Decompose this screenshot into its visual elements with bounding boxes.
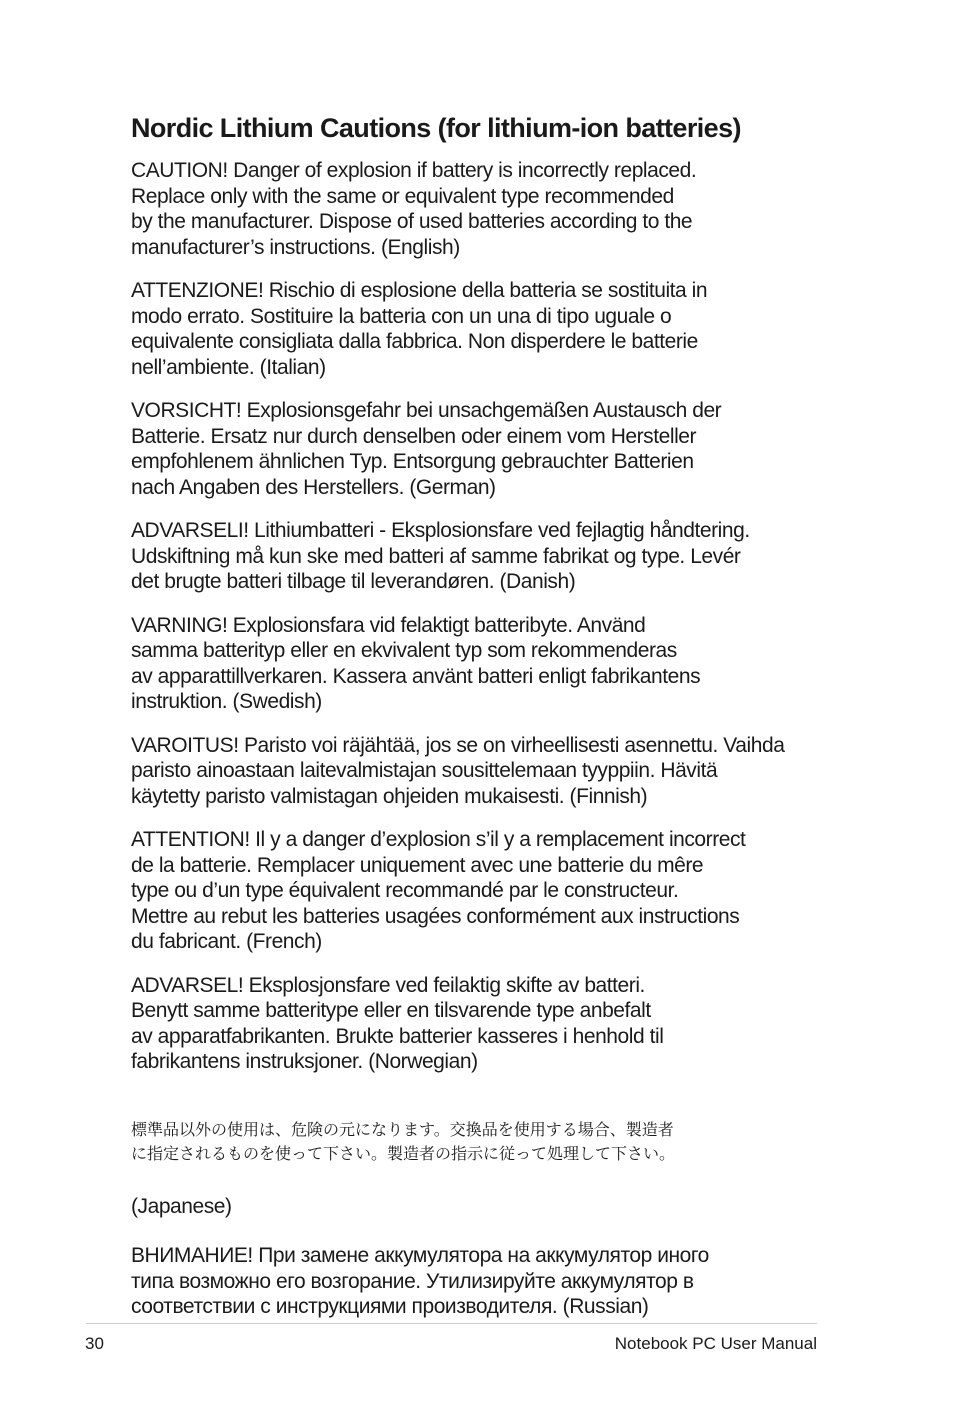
footer-divider	[86, 1323, 817, 1324]
caution-english: CAUTION! Danger of explosion if battery is incorrectly replaced. Replace only with the same or equivalent type recommended by the manufacturer. Dispose of used batteries according to the manufacturer’s instructions. (English)	[131, 159, 697, 259]
caution-finnish: VAROITUS! Paristo voi räjähtää, jos se on virheellisesti asennettu. Vaihda paristo ainoastaan laitevalmistajan sousittelemaan tyyppiin. Hävitä käytetty paristo valmistagan ohjeiden mukaisesti. (Finnish)	[131, 733, 785, 808]
caution-russian: ВНИМАНИЕ! При замене аккумулятора на аккумулятор иного типа возможно его возгорание. Утилизируйте аккумулятор в соответствии с инструкциями производителя. (Russian)	[131, 1244, 709, 1318]
page-title: Nordic Lithium Cautions (for lithium-ion batteries)	[131, 113, 741, 143]
caution-japanese	[131, 1093, 831, 1220]
caution-french: ATTENTION! Il y a danger d’explosion s’il y a remplacement incorrect de la batterie. Remplacer uniquement avec une batterie du mêre type ou d’un type équivalent recommandé par le constructeur. Mettre au rebut les batteries usagées conformément aux instructions du fabricant. (French)	[131, 828, 746, 953]
caution-norwegian: ADVARSEL! Eksplosjonsfare ved feilaktig skifte av batteri. Benytt samme batteritype eller en tilsvarende type anbefalt av apparatfabrikanten. Brukte batterier kasseres i henhold til fabrikantens instruksjoner. (Norwegian)	[131, 973, 664, 1073]
caution-italian: ATTENZIONE! Rischio di esplosione della batteria se sostituita in modo errato. Sostituire la batteria con un una di tipo uguale o equivalente consigliata dalla fabbrica. Non disperdere le batterie nell’ambiente. (Italian)	[131, 279, 708, 379]
caution-japanese-text: 標準品以外の使用は、危険の元になります。交換品を使用する場合、製造者 に指定されるものを使って下さい。製造者の指示に従って処理して下さい。	[131, 1120, 676, 1163]
caution-german: VORSICHT! Explosionsgefahr bei unsachgemäßen Austausch der Batterie. Ersatz nur durch denselben oder einem vom Hersteller empfohlenem ähnlichen Typ. Entsorgung gebrauchter Batterien nach Angaben des Herstellers. (German)	[131, 399, 722, 499]
page-number: 30	[85, 1334, 104, 1353]
page-content	[131, 108, 831, 1338]
caution-danish: ADVARSELI! Lithiumbatteri - Eksplosionsfare ved fejlagtig håndtering. Udskiftning må kun ske med batteri af samme fabrikat og type. Levér det brugte batteri tilbage til leverandøren. (Danish)	[131, 519, 750, 593]
caution-swedish: VARNING! Explosionsfara vid felaktigt batteribyte. Använd samma batterityp eller en ekvivalent typ som rekommenderas av apparattillverkaren. Kassera använt batteri enligt fabrikantens instruktion. (Swedish)	[131, 613, 701, 713]
manual-title: Notebook PC User Manual	[614, 1334, 817, 1353]
caution-japanese-label: (Japanese)	[131, 1194, 232, 1218]
